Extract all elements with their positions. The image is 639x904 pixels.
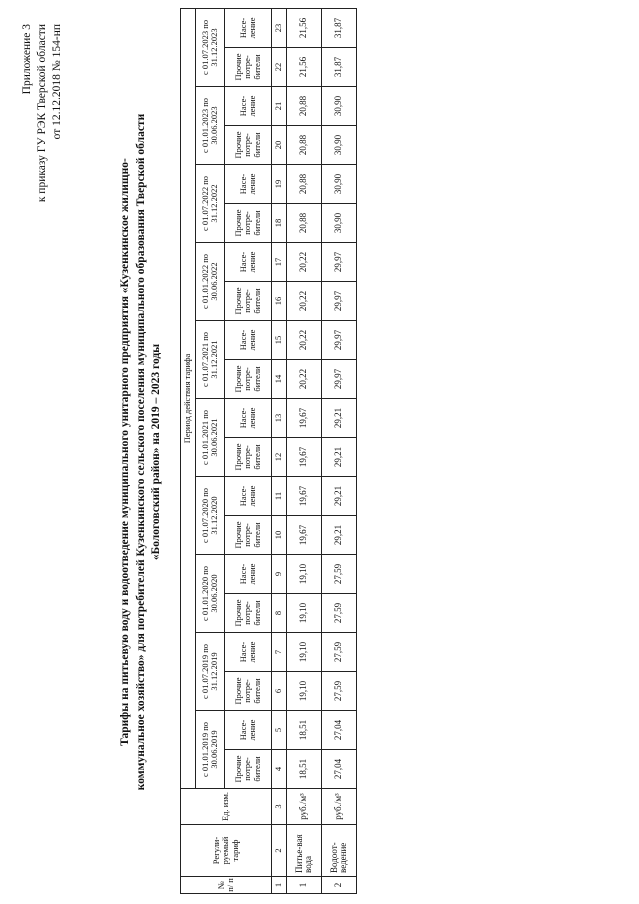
appendix-header (20, 24, 65, 202)
period-range: с 01.07.2021 по 31.12.2021 (196, 321, 225, 399)
column-number: 9 (272, 555, 287, 594)
tariff-value: 30,90 (322, 165, 357, 204)
group-population: Насе-ление (225, 711, 272, 750)
column-number: 19 (272, 165, 287, 204)
tariff-value: 19,67 (287, 399, 322, 438)
tariff-value: 20,22 (287, 243, 322, 282)
group-other-consumers: Прочие потре-бители (225, 516, 272, 555)
group-other-consumers: Прочие потре-бители (225, 48, 272, 87)
tariff-value: 19,10 (287, 672, 322, 711)
tariff-value: 19,67 (287, 516, 322, 555)
column-number: 2 (272, 825, 287, 877)
tariff-value: 20,88 (287, 165, 322, 204)
tariff-value: 27,59 (322, 672, 357, 711)
period-range: с 01.01.2020 по 30.06.2020 (196, 555, 225, 633)
period-range: с 01.07.2023 по 31.12.2023 (196, 8, 225, 86)
tariff-value: 27,59 (322, 555, 357, 594)
tariff-value: 20,22 (287, 282, 322, 321)
appendix-line-3: от 12.12.2018 № 154-нп (51, 24, 63, 140)
period-range: с 01.01.2019 по 30.06.2019 (196, 711, 225, 789)
tariff-value: 18,51 (287, 750, 322, 789)
tariff-value: 30,90 (322, 87, 357, 126)
column-number: 1 (272, 877, 287, 894)
group-population: Насе-ление (225, 399, 272, 438)
tariff-value: 20,22 (287, 360, 322, 399)
header-unit: Ед. изм. (181, 789, 272, 825)
period-range: с 01.01.2022 по 30.06.2022 (196, 243, 225, 321)
row-unit: руб./м³ (322, 789, 357, 825)
table-row (322, 8, 357, 893)
group-population: Насе-ление (225, 165, 272, 204)
tariff-table (180, 8, 357, 894)
column-number: 12 (272, 438, 287, 477)
column-number: 20 (272, 126, 287, 165)
row-unit: руб./м³ (287, 789, 322, 825)
group-population: Насе-ление (225, 8, 272, 47)
tariff-value: 20,88 (287, 87, 322, 126)
group-other-consumers: Прочие потре-бители (225, 126, 272, 165)
tariff-value: 30,90 (322, 126, 357, 165)
column-number: 10 (272, 516, 287, 555)
tariff-value: 19,67 (287, 477, 322, 516)
header-period: Период действия тарифа (181, 8, 196, 788)
tariff-value: 19,10 (287, 594, 322, 633)
tariff-value: 27,04 (322, 750, 357, 789)
tariff-value: 29,21 (322, 477, 357, 516)
row-number: 1 (287, 877, 322, 894)
column-number: 5 (272, 711, 287, 750)
column-number: 11 (272, 477, 287, 516)
group-other-consumers: Прочие потре-бители (225, 672, 272, 711)
group-other-consumers: Прочие потре-бители (225, 594, 272, 633)
title-line-3: «Бологовский район» на 2019 – 2023 годы (150, 343, 162, 561)
tariff-value: 18,51 (287, 711, 322, 750)
column-number: 6 (272, 672, 287, 711)
tariff-value: 29,97 (322, 282, 357, 321)
group-other-consumers: Прочие потре-бители (225, 204, 272, 243)
column-number: 23 (272, 8, 287, 47)
header-regulated-tariff: Регули-руемый тариф (181, 825, 272, 877)
column-number: 14 (272, 360, 287, 399)
tariff-value: 19,10 (287, 633, 322, 672)
tariff-value: 19,67 (287, 438, 322, 477)
group-other-consumers: Прочие потре-бители (225, 282, 272, 321)
tariff-value: 19,10 (287, 555, 322, 594)
column-number: 22 (272, 48, 287, 87)
row-number: 2 (322, 877, 357, 894)
row-tariff-name: Питье-вая вода (287, 825, 322, 877)
column-number: 3 (272, 789, 287, 825)
column-number: 17 (272, 243, 287, 282)
period-range: с 01.01.2023 по 30.06.2023 (196, 87, 225, 165)
column-number: 8 (272, 594, 287, 633)
column-number: 4 (272, 750, 287, 789)
period-range: с 01.01.2021 по 30.06.2021 (196, 399, 225, 477)
group-population: Насе-ление (225, 321, 272, 360)
appendix-line-2: к приказу ГУ РЭК Тверской области (36, 24, 48, 203)
tariff-value: 31,87 (322, 8, 357, 47)
column-number: 13 (272, 399, 287, 438)
tariff-value: 29,97 (322, 360, 357, 399)
column-number: 21 (272, 87, 287, 126)
group-population: Насе-ление (225, 555, 272, 594)
column-number: 16 (272, 282, 287, 321)
tariff-value: 27,59 (322, 594, 357, 633)
tariff-value: 31,87 (322, 48, 357, 87)
title-line-1: Тарифы на питьевую воду и водоотведение муниципального унитарного предприятия «Кузенкинское жилищно- (119, 158, 131, 746)
column-number: 15 (272, 321, 287, 360)
table-row (287, 8, 322, 893)
period-range: с 01.07.2020 по 31.12.2020 (196, 477, 225, 555)
group-population: Насе-ление (225, 243, 272, 282)
group-population: Насе-ление (225, 87, 272, 126)
group-population: Насе-ление (225, 477, 272, 516)
document-title (118, 60, 165, 844)
group-other-consumers: Прочие потре-бители (225, 360, 272, 399)
period-ranges-row (196, 8, 225, 893)
tariff-value: 29,21 (322, 516, 357, 555)
tariff-value: 20,22 (287, 321, 322, 360)
period-range: с 01.07.2022 по 31.12.2022 (196, 165, 225, 243)
tariff-value: 27,59 (322, 633, 357, 672)
group-other-consumers: Прочие потре-бители (225, 438, 272, 477)
tariff-value: 20,88 (287, 204, 322, 243)
title-line-2: коммунальное хозяйство» для потребителей Кузенкинского сельского поселения муниципального образования Тверской области (134, 113, 147, 791)
group-other-consumers: Прочие потре-бители (225, 750, 272, 789)
tariff-value: 27,04 (322, 711, 357, 750)
tariff-value: 30,90 (322, 204, 357, 243)
row-tariff-name: Водоот-ведение (322, 825, 357, 877)
tariff-value: 21,56 (287, 8, 322, 47)
column-number: 7 (272, 633, 287, 672)
column-numbers-row (272, 8, 287, 893)
tariff-value: 29,21 (322, 399, 357, 438)
period-range: с 01.07.2019 по 31.12.2019 (196, 633, 225, 711)
header-num: № п/ п (181, 877, 272, 894)
tariff-value: 21,56 (287, 48, 322, 87)
column-number: 18 (272, 204, 287, 243)
tariff-value: 29,97 (322, 243, 357, 282)
tariff-value: 20,88 (287, 126, 322, 165)
consumer-groups-row (225, 8, 272, 893)
tariff-value: 29,97 (322, 321, 357, 360)
group-population: Насе-ление (225, 633, 272, 672)
tariff-value: 29,21 (322, 438, 357, 477)
appendix-line-1: Приложение 3 (21, 24, 33, 95)
